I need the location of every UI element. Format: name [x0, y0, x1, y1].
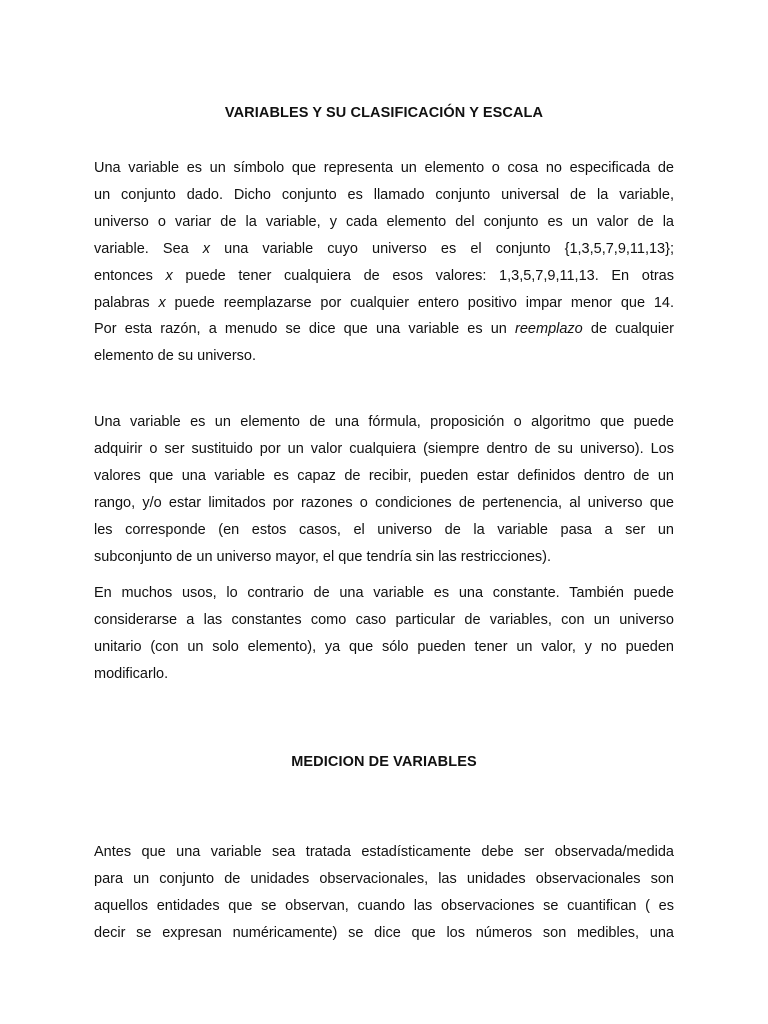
text-line [94, 494, 674, 512]
text-line [94, 267, 674, 285]
italic-text: x [165, 267, 173, 284]
text-segment: de cualquier [582, 321, 674, 338]
text-line [94, 467, 674, 485]
text-line [94, 843, 674, 861]
text-segment: Antes que una variable sea tratada estadísticamente debe ser observada/medida [94, 844, 674, 860]
text-line [94, 584, 674, 602]
text-line [94, 413, 674, 431]
text-segment: decir se expresan numéricamente) se dice que los números son medibles, una [94, 924, 674, 941]
text-segment: Una variable es un símbolo que representa un elemento o cosa no especificada de [94, 160, 674, 176]
text-line [94, 213, 674, 231]
italic-text: x [202, 240, 211, 257]
text-segment: les corresponde (en estos casos, el universo de la variable pasa a ser un [94, 521, 674, 538]
text-segment: Por esta razón, a menudo se dice que una variable es un [94, 321, 516, 338]
text-line [94, 240, 674, 258]
text-line [94, 347, 674, 365]
text-segment: Una variable es un elemento de una fórmula, proposición o algoritmo que puede [94, 414, 674, 430]
text-line [94, 521, 674, 539]
text-line [94, 548, 674, 566]
text-segment: rango, y/o estar limitados por razones o condiciones de pertenencia, al universo que [94, 494, 674, 511]
text-line [94, 320, 674, 338]
text-segment: unitario (con un solo elemento), ya que sólo pueden tener un valor, y no pueden [94, 638, 674, 655]
text-line [94, 440, 674, 458]
text-line [94, 294, 674, 312]
text-segment: universo o variar de la variable, y cada elemento del conjunto es un valor de la [94, 213, 674, 230]
text-segment: puede reemplazarse por cualquier entero positivo impar menor que 14. [165, 294, 675, 311]
text-segment: palabras [94, 294, 159, 311]
text-segment: puede tener cualquiera de esos valores: 1,3,5,7,9,11,13. En otras [172, 267, 674, 284]
text-segment: una variable cuyo universo es el conjunto {1,3,5,7,9,11,13}; [210, 240, 674, 257]
text-segment: adquirir o ser sustituido por un valor cualquiera (siempre dentro de su universo). Los [94, 440, 674, 457]
text-segment: variable. Sea [94, 240, 203, 257]
text-segment: valores que una variable es capaz de recibir, pueden estar definidos dentro de un [94, 467, 674, 484]
text-line [94, 611, 674, 629]
text-segment: un conjunto dado. Dicho conjunto es llamado conjunto universal de la variable, [94, 186, 674, 203]
text-segment: subconjunto de un universo mayor, el que tendría sin las restricciones). [94, 548, 551, 565]
text-line [94, 924, 674, 942]
document-title: VARIABLES Y SU CLASIFICACIÓN Y ESCALA [224, 105, 544, 121]
text-line [94, 665, 674, 683]
text-segment: aquellos entidades que se observan, cuando las observaciones se cuantifican ( es [94, 897, 674, 914]
text-segment: modificarlo. [94, 665, 169, 682]
text-line [94, 638, 674, 656]
text-line [94, 897, 674, 915]
section-subtitle: MEDICION DE VARIABLES [291, 754, 477, 770]
text-segment: En muchos usos, lo contrario de una variable es una constante. También puede [94, 585, 674, 601]
italic-text: reemplazo [515, 321, 583, 338]
text-line [94, 159, 674, 177]
text-segment: considerarse a las constantes como caso particular de variables, con un universo [94, 611, 674, 628]
text-segment: para un conjunto de unidades observacionales, las unidades observacionales son [94, 870, 674, 887]
italic-text: x [158, 294, 166, 311]
text-line [94, 186, 674, 204]
text-segment: elemento de su universo. [94, 348, 257, 365]
text-line [94, 870, 674, 888]
text-segment: entonces [94, 267, 166, 284]
